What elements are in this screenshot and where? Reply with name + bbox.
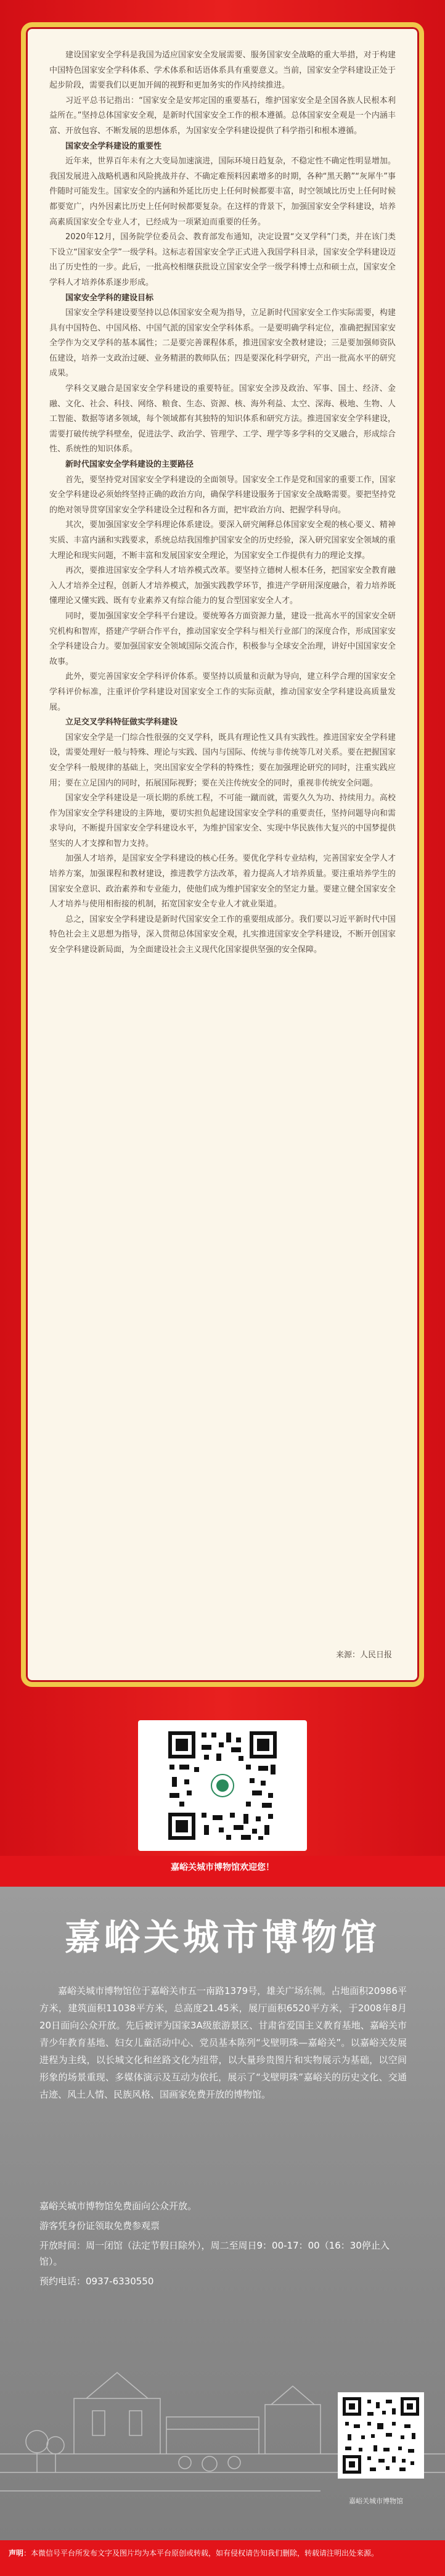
article-paragraph: 加强人才培养，是国家安全学科建设的核心任务。要优化学科专业结构，完善国家安全学人才培养方案，加强课程和教材建设，推进教学方法改革，着力提高人才培养质量。要注重培养学生的国家安全意识、政治素养和专业能力，使他们成为维护国家安全的坚定力量。要建立健全国家安全人才培养与使用相衔接的机制，拓宽国家安全专业人才就业渠道。: [49, 854, 396, 909]
footer-label: 声明: [9, 2549, 24, 2558]
article-paragraph: 建设国家安全学科是我国为适应国家安全发展需要、服务国家安全战略的重大举措，对于构建中国特色国家安全学科体系、学术体系和话语体系具有重要意义。当前，国家安全学科建设正处于起步阶段，需要我们以更加开阔的视野和更加务实的作风持续推进。: [49, 51, 396, 91]
article-paragraph: 同时，要加强国家安全学科平台建设。要统筹各方面资源力量，建设一批高水平的国家安全研究机构和智库，搭建产学研合作平台，推动国家安全学科与相关行业部门的深度合作，形成国家安全学科建设合力。要加强国家安全领域国际交流合作，积极参与全球安全治理，讲好中国国家安全故事。: [49, 611, 396, 667]
museum-qr-code[interactable]: [338, 2392, 424, 2479]
article-paragraph: 学科交叉融合是国家安全学科建设的重要特征。国家安全涉及政治、军事、国土、经济、金融、文化、社会、科技、网络、粮食、生态、资源、核、海外利益、太空、深海、极地、生物、人工智能、数据等诸多领域，每个领域都有其独特的知识体系和研究方法。推进国家安全学科建设，需要打破传统学科壁垒，促进法学、政治学、管理学、工学、理学等多学科的交叉融合，形成综合性、系统性的知识体系。: [49, 384, 396, 454]
article-source: 来源：人民日报: [335, 1651, 392, 1660]
museum-visit-info: [39, 2198, 407, 2293]
qr-caption: 嘉峪关城市博物馆欢迎您！: [171, 1863, 274, 1873]
article-section-heading: 新时代国家安全学科建设的主要路径: [65, 460, 194, 470]
article-paragraph: 国家安全学科建设要坚持以总体国家安全观为指导，立足新时代国家安全工作实际需要，构建具有中国特色、中国风格、中国气派的国家安全学科体系。一是要明确学科定位，准确把握国家安全学作为交叉学科的基本属性；二是要完善课程体系，推进国家安全教材建设；三是要加强师资队伍建设，培养一支政治过硬、业务精湛的教师队伍；四是要深化科学研究，产出一批高水平的研究成果。: [49, 308, 396, 379]
article-paragraph: 其次，要加强国家安全学科理论体系建设。要深入研究阐释总体国家安全观的核心要义、精神实质、丰富内涵和实践要求，系统总结我国维护国家安全的历史经验，深入研究国家安全领域的重大理论和现实问题，不断丰富和发展国家安全理论，为国家安全工作提供有力的理论支撑。: [49, 520, 396, 560]
article-paragraph: 首先，要坚持党对国家安全学科建设的全面领导。国家安全工作是党和国家的重要工作，国家安全学科建设必须始终坚持正确的政治方向，确保学科建设服务于国家安全战略需要。要把坚持党的绝对领导贯穿国家安全学科建设全过程和各方面，把牢政治方向、把握学科导向。: [49, 475, 396, 515]
footer-text: ：本微信号平台所发布文字及图片均为本平台原创或转载，如有侵权请告知我们删除，转载请注明出处来源。: [23, 2549, 379, 2558]
wechat-qr-card[interactable]: [138, 1720, 307, 1851]
museum-description: 嘉峪关城市博物馆位于嘉峪关市五一南路1379号，雄关广场东侧。占地面积20986平方米，建筑面积11038平方米，总高度21.45米，展厅面积6520平方米，于2008年8月20日面向公众开放。先后被评为国家3A级旅游景区、甘肃省爱国主义教育基地、嘉峪关市青少年教育基地、妇女儿童活动中心、党员基本陈列“戈壁明珠—嘉峪关”。以嘉峪关发展进程为主线，以长城文化和丝路文化为纽带，以大量珍贵图片和实物展示为基础，以空间形象的场景重现、多媒体演示及互动为依托，展示了“戈壁明珠”嘉峪关的历史文化、交通古迹、风土人情、民族风格、国画家免费开放的博物馆。: [39, 1985, 407, 2100]
article-paragraph: 国家安全学科建设是一项长期的系统工程，不可能一蹴而就，需要久久为功、持续用力。高校作为国家安全学科建设的主阵地，要切实担负起建设国家安全学科的重要责任，坚持问题导向和需求导向，不断提升国家安全学科建设水平，为维护国家安全、实现中华民族伟大复兴的中国梦提供坚实的人才支撑和智力支持。: [49, 794, 396, 848]
footer-disclaimer: [0, 2540, 445, 2576]
article-paragraph: 2020年12月，国务院学位委员会、教育部发布通知，决定设置“交叉学科”门类，并在该门类下设立“国家安全学”一级学科。这标志着国家安全学正式进入我国学科目录，国家安全学科建设迈出了历史性的一步。此后，一批高校相继获批设立国家安全学一级学科博士点和硕士点，国家安全学科人才培养体系逐步形成。: [49, 232, 396, 287]
article-paragraph: 国家安全学是一门综合性很强的交叉学科，既具有理论性又具有实践性。推进国家安全学科建设，需要处理好一般与特殊、理论与实践、国内与国际、传统与非传统等几对关系。要在把握国家安全学科一般规律的基础上，突出国家安全学科的特殊性；要在加强理论研究的同时，注重实践应用；要在立足国内的同时，拓展国际视野；要在关注传统安全的同时，重视非传统安全问题。: [49, 732, 396, 788]
article-paragraph: 近年来，世界百年未有之大变局加速演进，国际环境日趋复杂，不稳定性不确定性明显增加。我国发展进入战略机遇和风险挑战并存、不确定难预料因素增多的时期，各种“黑天鹅”“灰犀牛”事件随时可能发生。国家安全的内涵和外延比历史上任何时候都要丰富，时空领域比历史上任何时候都要宽广，内外因素比历史上任何时候都要复杂。在这样的背景下，加强国家安全学科建设，培养高素质国家安全专业人才，已经成为一项紧迫而重要的任务。: [49, 157, 396, 227]
article-paragraph: 此外，要完善国家安全学科评价体系。要坚持以质量和贡献为导向，建立科学合理的国家安全学科评价标准，注重评价学科建设对国家安全工作的实际贡献，推动国家安全学科建设高质量发展。: [49, 672, 396, 712]
qr-code-icon: [343, 2397, 419, 2474]
article-section-heading: 立足交叉学科特征做实学科建设: [65, 718, 178, 728]
opening-hours: 开放时间：周一闭馆（法定节假日除外），周二至周日9：00-17：00（16：30停止入馆）。: [39, 2240, 390, 2267]
bottom-qr-caption: 嘉峪关城市博物馆: [349, 2497, 403, 2505]
article-paragraph: 习近平总书记指出：“国家安全是安邦定国的重要基石，维护国家安全是全国各族人民根本利益所在。”坚持总体国家安全观，是新时代国家安全工作的根本遵循。总体国家安全观是一个内涵丰富、开放包容、不断发展的思想体系，为国家安全学科建设提供了科学指引和根本遵循。: [49, 96, 396, 136]
ticket-notice: 游客凭身份证领取免费参观票: [39, 2220, 160, 2231]
free-open-text: 嘉峪关城市博物馆免费面向公众开放。: [39, 2201, 197, 2212]
booking-phone[interactable]: 预约电话：0937-6330550: [39, 2276, 154, 2287]
article-paragraph: 总之，国家安全学科建设是新时代国家安全工作的重要组成部分。我们要以习近平新时代中国特色社会主义思想为指导，深入贯彻总体国家安全观，扎实推进国家安全学科建设，不断开创国家安全学科建设新局面，为全面建设社会主义现代化国家提供坚强的安全保障。: [49, 914, 396, 955]
article-section-heading: 国家安全学科建设的重要性: [65, 141, 162, 151]
museum-title: 嘉峪关城市博物馆: [64, 1916, 380, 1958]
article-card: [21, 22, 424, 1687]
qr-code-icon: [166, 1729, 279, 1842]
article-section-heading: 国家安全学科的建设目标: [65, 293, 154, 303]
article-paragraph: 再次，要推进国家安全学科人才培养模式改革。要坚持立德树人根本任务，把国家安全教育融入人才培养全过程，创新人才培养模式，加强实践教学环节，推进产学研用深度融合，着力培养既懂理论又懂实践、既有专业素养又有综合能力的复合型国家安全人才。: [49, 566, 396, 606]
